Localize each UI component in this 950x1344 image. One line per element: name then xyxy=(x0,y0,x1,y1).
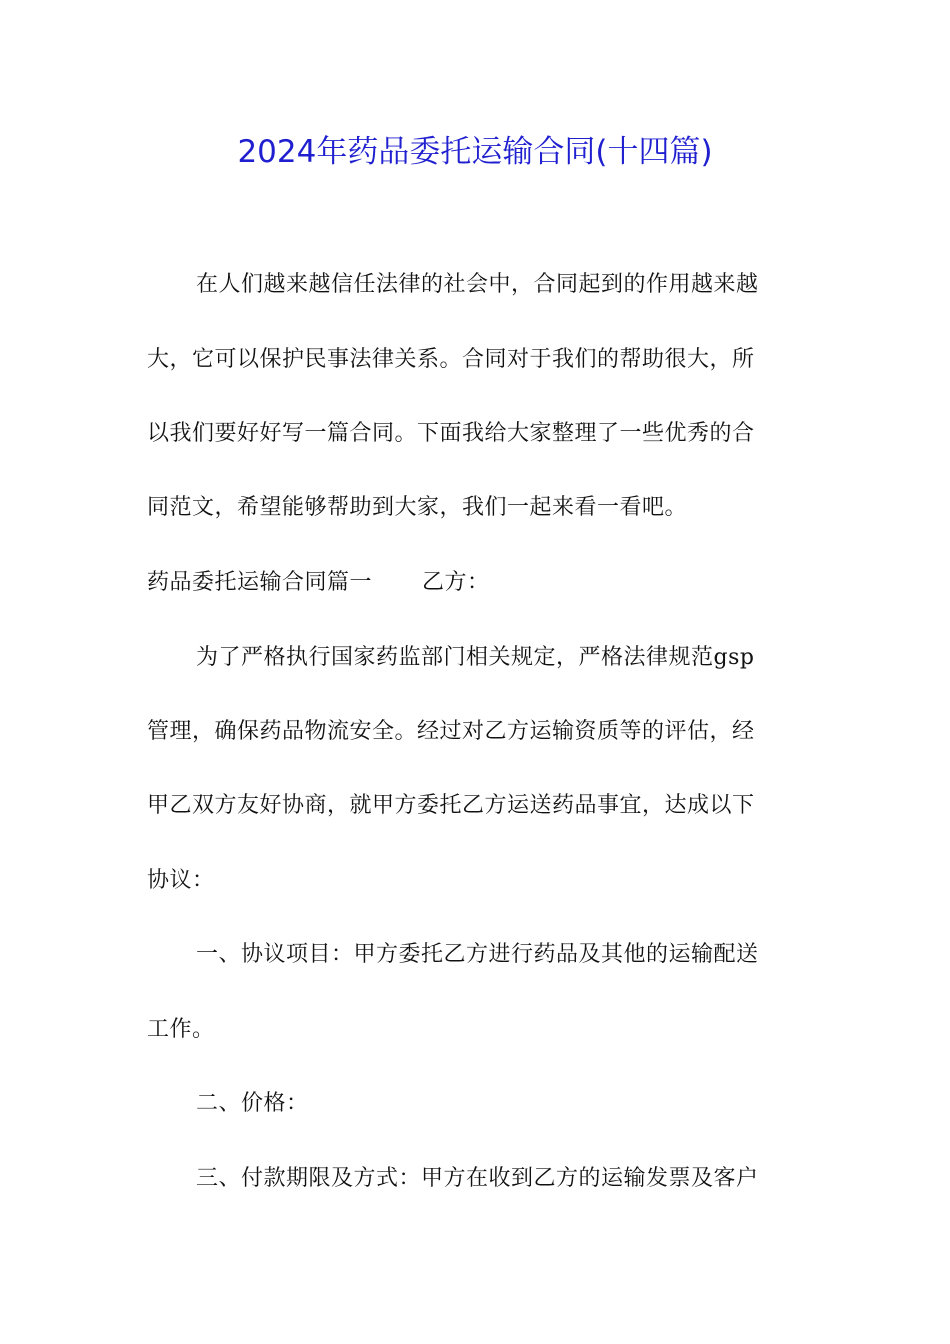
intro-line-2: 大，它可以保护民事法律关系。合同对于我们的帮助很大，所 xyxy=(147,347,755,372)
intro-line-3: 以我们要好好写一篇合同。下面我给大家整理了一些优秀的合 xyxy=(147,421,755,446)
section-heading xyxy=(147,568,490,598)
section-heading-party: 乙方： xyxy=(422,570,490,595)
clause3-line: 三、付款期限及方式：甲方在收到乙方的运输发票及客户 xyxy=(196,1166,759,1191)
para1-line-3: 甲乙双方友好协商，就甲方委托乙方运送药品事宜，达成以下 xyxy=(147,793,755,818)
section-heading-title: 药品委托运输合同篇一 xyxy=(147,570,373,595)
document-title: 2024年药品委托运输合同(十四篇) xyxy=(237,134,713,170)
clause1-line-2: 工作。 xyxy=(147,1017,215,1042)
intro-line-1: 在人们越来越信任法律的社会中，合同起到的作用越来越 xyxy=(196,272,759,297)
clause2-line: 二、价格： xyxy=(196,1091,309,1116)
intro-line-4: 同范文，希望能够帮助到大家，我们一起来看一看吧。 xyxy=(147,495,688,520)
para1-line-4: 协议： xyxy=(147,868,215,893)
para1-line-1: 为了严格执行国家药监部门相关规定，严格法律规范gsp xyxy=(196,645,755,670)
para1-line-2: 管理，确保药品物流安全。经过对乙方运输资质等的评估，经 xyxy=(147,719,755,744)
clause1-line-1: 一、协议项目：甲方委托乙方进行药品及其他的运输配送 xyxy=(196,942,759,967)
